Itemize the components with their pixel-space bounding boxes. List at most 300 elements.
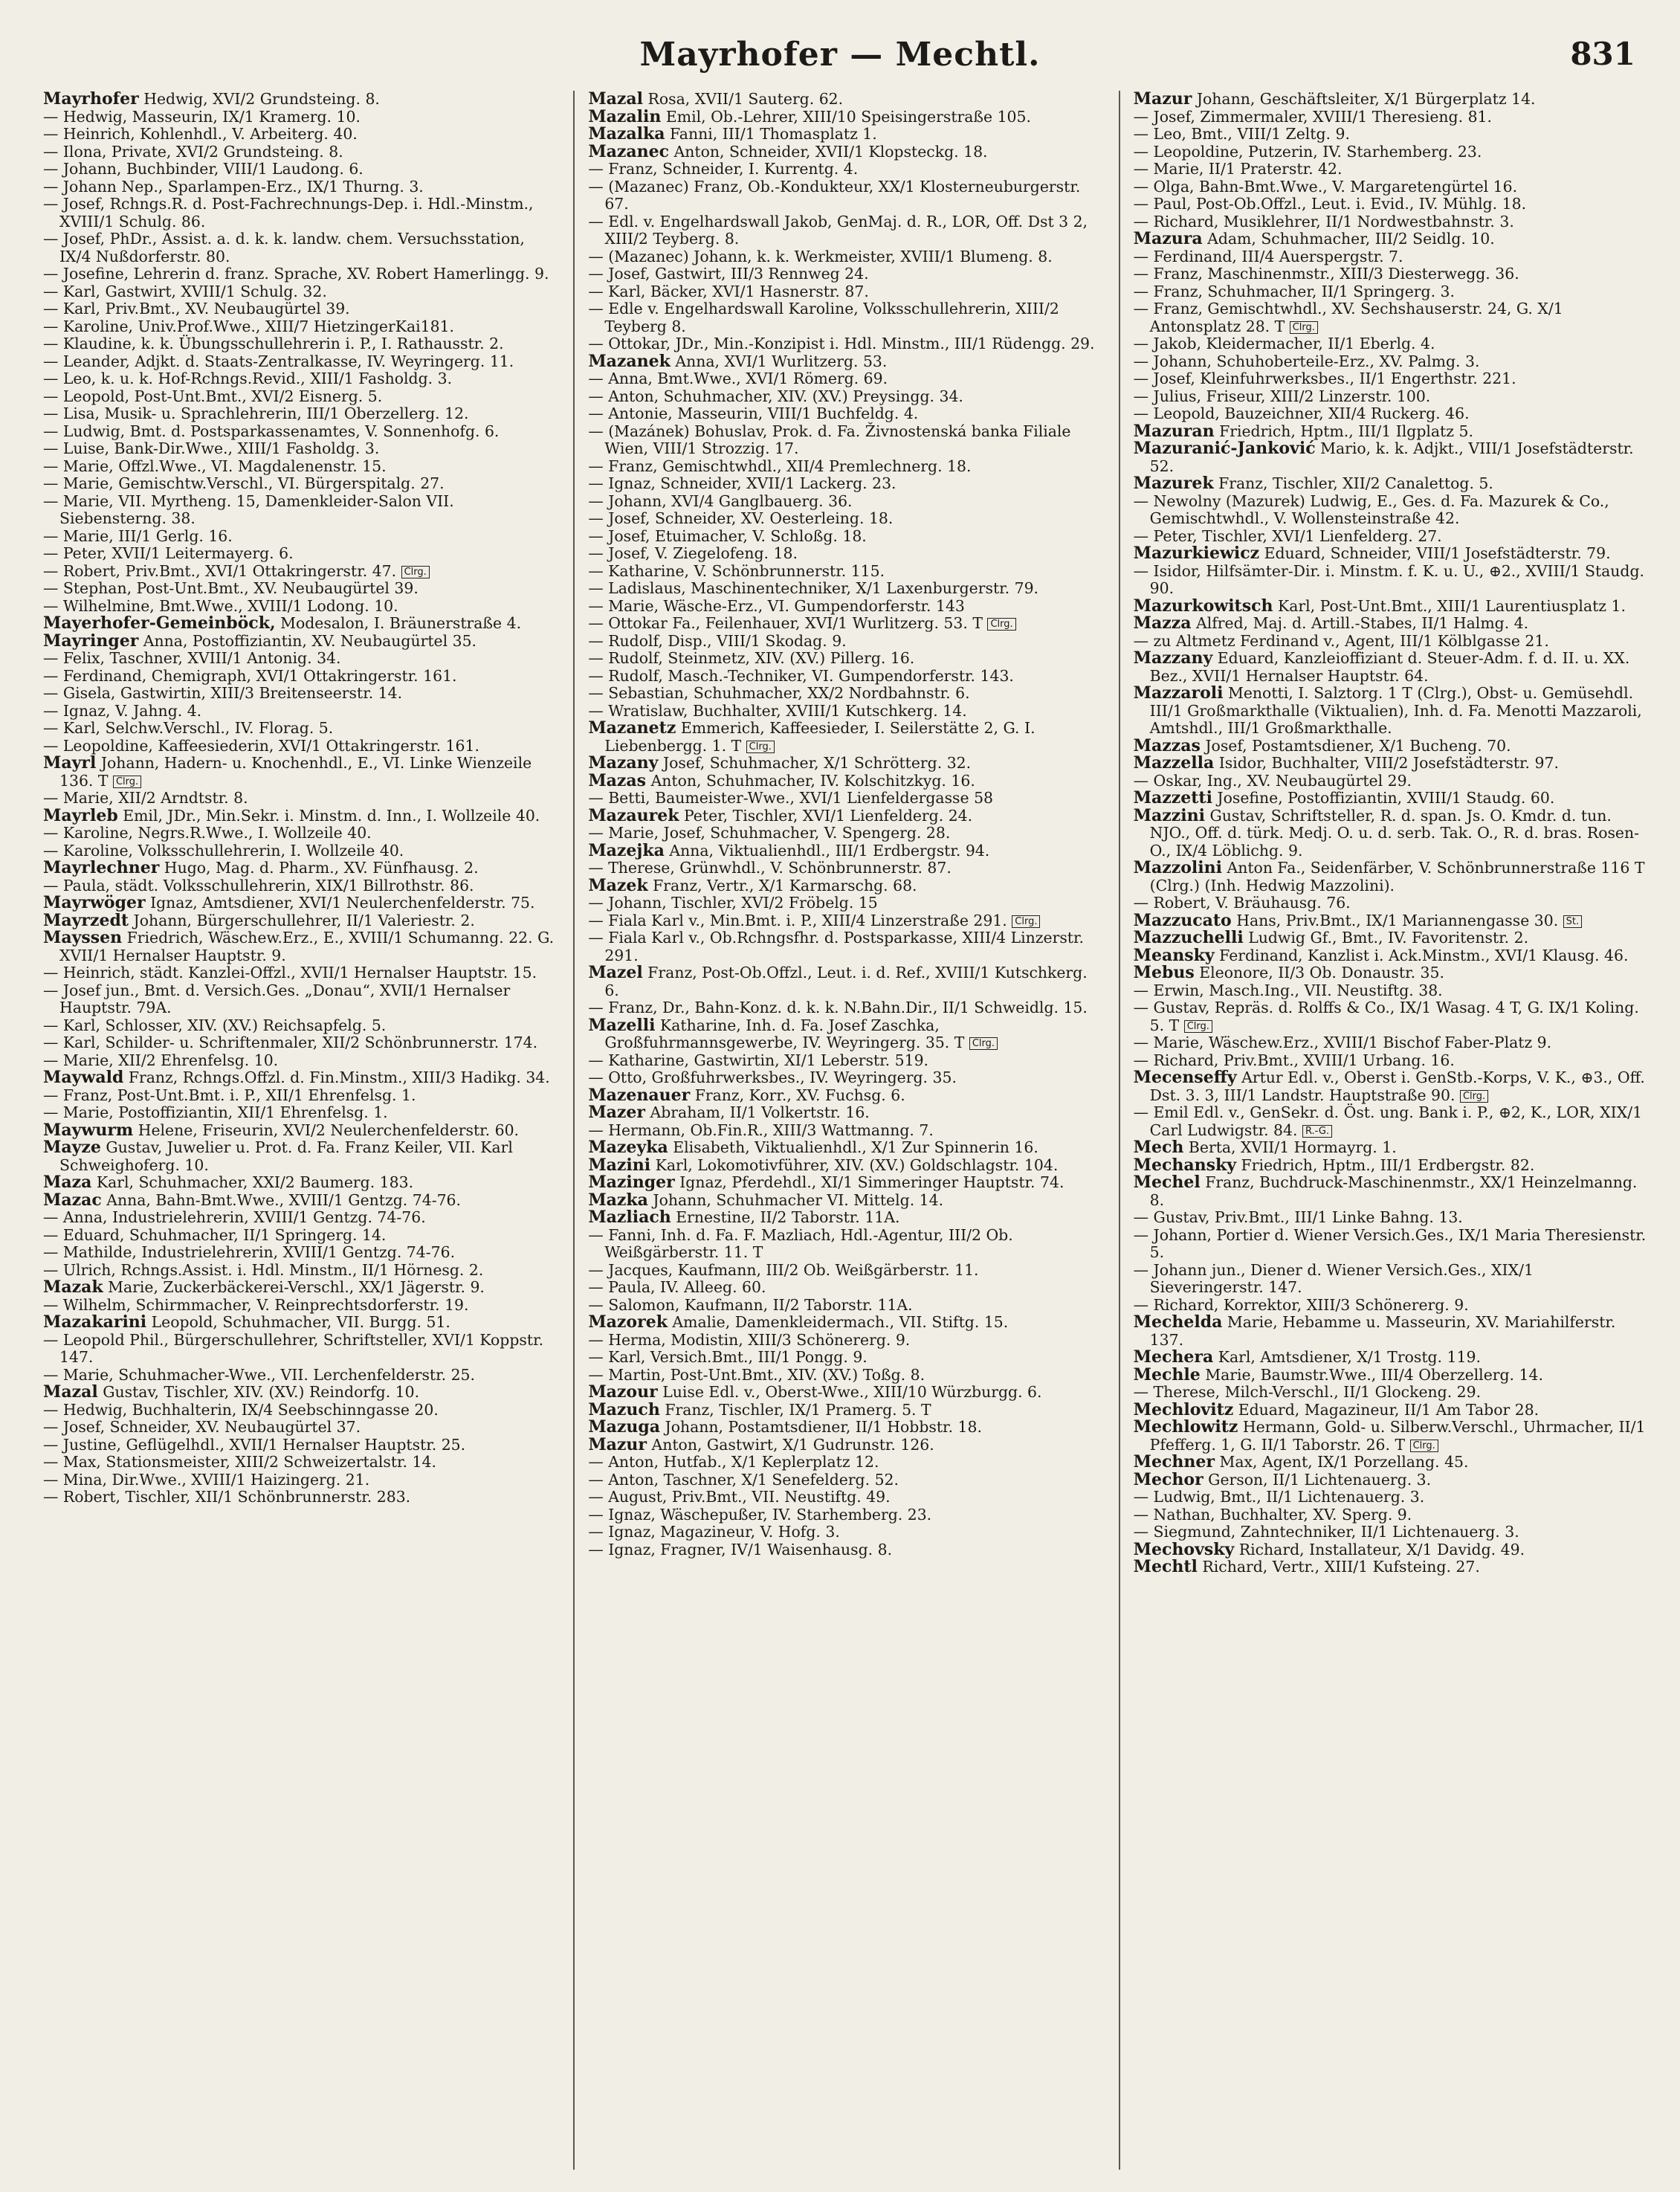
directory-entry — [588, 475, 1105, 493]
directory-entry — [588, 929, 1105, 964]
directory-entry — [588, 1349, 1105, 1367]
directory-entry — [43, 598, 560, 616]
directory-entry — [43, 790, 560, 808]
entry-details: — Ulrich, Rchngs.Assist. i. Hdl. Minstm., II/1 Hörnesg. 2. — [43, 1260, 484, 1279]
entry-surname: Mazinger — [588, 1173, 675, 1192]
entry-details: — Rudolf, Disp., VIII/1 Skodag. 9. — [588, 631, 847, 650]
directory-columns — [43, 91, 1650, 2170]
entry-surname: Mazac — [43, 1190, 102, 1210]
entry-details: — Josef, Gastwirt, III/3 Rennweg 24. — [588, 265, 869, 283]
directory-entry — [588, 1524, 1105, 1541]
entry-surname: Mazanec — [588, 141, 670, 161]
entry-surname: Mazany — [588, 753, 659, 773]
directory-entry — [43, 545, 560, 563]
directory-entry — [588, 213, 1105, 248]
directory-entry — [43, 196, 560, 231]
entry-details: Anton, Gastwirt, X/1 Gudrunstr. 126. — [651, 1435, 934, 1454]
directory-entry — [588, 668, 1105, 686]
entry-details: Franz, Tischler, IX/1 Pramerg. 5. T — [665, 1400, 931, 1419]
entry-details: — Felix, Taschner, XVIII/1 Antonig. 34. — [43, 649, 341, 667]
entry-details: Modesalon, I. Bräunerstraße 4. — [280, 614, 522, 632]
entry-surname: Mechovsky — [1133, 1539, 1235, 1559]
entry-details: — Ignaz, V. Jahng. 4. — [43, 701, 202, 720]
entry-details: Karl, Amtsdiener, X/1 Trostg. 119. — [1218, 1348, 1481, 1366]
directory-entry — [588, 1192, 1105, 1210]
directory-entry — [43, 1367, 560, 1384]
directory-entry — [43, 1139, 560, 1174]
entry-details: Josef, Postamtsdiener, X/1 Bucheng. 70. — [1205, 736, 1511, 755]
directory-entry — [588, 1471, 1105, 1489]
directory-entry — [588, 423, 1105, 458]
entry-surname: Mazour — [588, 1382, 658, 1402]
entry-surname: Mazzini — [1133, 805, 1205, 825]
directory-entry — [1134, 528, 1650, 546]
entry-details: — Marie, VII. Myrtheng. 15, Damenkleider-Salon VII. Siebensterng. 38. — [43, 491, 454, 527]
directory-entry — [588, 1399, 1105, 1419]
directory-entry — [43, 1104, 560, 1122]
entry-surname: Mayrzedt — [43, 910, 129, 930]
entry-surname: Mayze — [43, 1138, 101, 1157]
entry-surname: Mayringer — [43, 631, 139, 651]
entry-details: — Karl, Schlosser, XIV. (XV.) Reichsapfelg. 5. — [43, 1016, 387, 1034]
entry-details: — Karoline, Volksschullehrerin, I. Wollzeile 40. — [43, 841, 404, 860]
directory-entry — [588, 405, 1105, 423]
entry-details: Ludwig Gf., Bmt., IV. Favoritenstr. 2. — [1248, 929, 1529, 947]
directory-entry — [588, 161, 1105, 178]
entry-details: — Erwin, Masch.Ing., VII. Neustiftg. 38. — [1133, 981, 1443, 999]
directory-entry — [1134, 178, 1650, 196]
directory-entry — [1134, 1524, 1650, 1541]
entry-details: Emil, JDr., Min.Sekr. i. Minstm. d. Inn., I. Wollzeile 40. — [123, 806, 540, 825]
entry-details: — Klaudine, k. k. Übungsschullehrerin i. P., I. Rathausstr. 2. — [43, 335, 504, 352]
entry-details: — Antonie, Masseurin, VIII/1 Buchfeldg. 4. — [588, 404, 919, 422]
entry-surname: Mechlowitz — [1133, 1417, 1238, 1437]
entry-surname: Mechner — [1133, 1452, 1215, 1471]
directory-entry — [43, 1052, 560, 1070]
directory-entry — [43, 440, 560, 458]
entry-details: — Karoline, Negrs.R.Wwe., I. Wollzeile 40. — [43, 824, 372, 842]
directory-entry — [1134, 1506, 1650, 1524]
directory-entry — [588, 1139, 1105, 1157]
entry-details: Johann, Bürgerschullehrer, II/1 Valeriestr. 2. — [133, 911, 475, 929]
directory-entry — [1134, 912, 1650, 930]
entry-details: Anna, Viktualienhdl., III/1 Erdbergstr. 94. — [669, 841, 990, 860]
directory-entry — [1134, 91, 1650, 109]
directory-entry — [588, 964, 1105, 999]
entry-surname: Mazura — [1133, 229, 1203, 248]
entry-details: — Richard, Priv.Bmt., XVIII/1 Urbang. 16. — [1133, 1051, 1455, 1069]
entry-details: Alfred, Maj. d. Artill.-Stabes, II/1 Halmg. 4. — [1196, 614, 1529, 632]
directory-entry — [588, 1122, 1105, 1140]
entry-details: Helene, Friseurin, XVI/2 Neulerchenfelderstr. 60. — [138, 1121, 520, 1139]
entry-details: — Richard, Musiklehrer, II/1 Nordwestbahnstr. 3. — [1133, 212, 1514, 231]
entry-details: Mario, k. k. Adjkt., VIII/1 Josefstädterstr. 52. — [1149, 439, 1634, 475]
directory-entry — [1134, 1349, 1650, 1367]
entry-details: Gustav, Schriftsteller, R. d. span. Js. O. Kmdr. d. tun. NJO., Off. d. türk. Medj. O. u. d. serb. Tak. O., R. d. bras. Rosen-O., IX/4 Löblichg. 9. — [1149, 806, 1640, 860]
entry-details: — Karl, Selchw.Verschl., IV. Florag. 5. — [43, 719, 334, 737]
entry-details: — Josef, PhDr., Assist. a. d. k. k. landw. chem. Versuchsstation, IX/4 Nußdorferstr. 80. — [43, 230, 525, 265]
entry-details: — Newolny (Mazurek) Ludwig, E., Ges. d. Fa. Mazurek & Co., Gemischtwhdl., V. Wollensteinstraße 42. — [1133, 491, 1609, 527]
entry-surname: Mechle — [1133, 1364, 1201, 1384]
entry-surname: Mayssen — [43, 928, 123, 947]
entry-details: Eduard, Magazineur, II/1 Am Tabor 28. — [1238, 1400, 1540, 1419]
directory-entry — [43, 633, 560, 651]
directory-entry — [1134, 144, 1650, 161]
directory-entry — [588, 685, 1105, 703]
directory-entry — [43, 405, 560, 423]
entry-details: — Johann, Schuhoberteile-Erz., XV. Palmg. 3. — [1133, 352, 1480, 370]
entry-surname: Mazza — [1133, 613, 1192, 633]
directory-entry — [588, 1384, 1105, 1402]
entry-details: Gerson, II/1 Lichtenauerg. 3. — [1208, 1470, 1432, 1489]
entry-surname: Mazalin — [588, 106, 662, 126]
directory-entry — [588, 825, 1105, 842]
column-1 — [43, 91, 560, 2170]
entry-surname: Maza — [43, 1173, 92, 1192]
entry-details: Leopold, Schuhmacher, VII. Burgg. 51. — [151, 1313, 450, 1331]
directory-entry — [588, 633, 1105, 651]
directory-entry — [1133, 735, 1650, 755]
entry-details: Hans, Priv.Bmt., IX/1 Mariannengasse 30. — [1236, 911, 1559, 929]
directory-entry — [588, 1419, 1105, 1437]
directory-entry — [588, 615, 1105, 633]
directory-entry — [43, 423, 560, 441]
directory-entry — [588, 141, 1105, 161]
entry-details: Ernestine, II/2 Taborstr. 11A. — [676, 1208, 900, 1226]
directory-entry — [588, 1454, 1105, 1471]
directory-entry — [1134, 248, 1650, 266]
entry-details: — Marie, Josef, Schuhmacher, V. Spengerg. 28. — [588, 824, 951, 842]
entry-surname: Mazzaroli — [1133, 683, 1224, 703]
directory-entry — [1134, 1227, 1650, 1262]
directory-entry — [1134, 1104, 1650, 1139]
entry-details: Amalie, Damenkleidermach., VII. Stiftg. 15. — [672, 1313, 1009, 1331]
entry-details: — Josefine, Lehrerin d. franz. Sprache, XV. Robert Hamerlingg. 9. — [43, 265, 549, 283]
directory-entry — [43, 388, 560, 406]
directory-entry — [1134, 1209, 1650, 1227]
entry-details: — Eduard, Schuhmacher, II/1 Springerg. 14. — [43, 1225, 387, 1244]
entry-details: — Leander, Adjkt. d. Staats-Zentralkasse, IV. Weyringerg. 11. — [43, 352, 514, 370]
entry-details: — Ilona, Private, XVI/2 Grundsteing. 8. — [43, 142, 343, 161]
directory-entry — [588, 1332, 1105, 1350]
entry-details: — Karl, Schilder- u. Schriftenmaler, XII/2 Schönbrunnerstr. 174. — [43, 1034, 538, 1051]
entry-details: Anna, Postoffiziantin, XV. Neubaugürtel 35. — [143, 631, 477, 650]
entry-details: — Stephan, Post-Unt.Bmt., XV. Neubaugürtel 39. — [43, 579, 419, 597]
entry-surname: Mazini — [588, 1155, 651, 1175]
directory-entry — [43, 1069, 560, 1087]
entry-details: Anna, XVI/1 Wurlitzerg. 53. — [675, 352, 888, 370]
directory-entry — [588, 248, 1105, 266]
entry-details: Marie, Zuckerbäckerei-Verschl., XX/1 Jägerstr. 9. — [108, 1278, 485, 1296]
directory-entry — [43, 877, 560, 895]
directory-entry — [1134, 982, 1650, 1000]
entry-details: — Katharine, V. Schönbrunnerstr. 115. — [588, 561, 885, 580]
entry-details: — Johann, XVI/4 Ganglbauerg. 36. — [588, 491, 853, 510]
entry-surname: Mechansky — [1133, 1155, 1237, 1175]
entry-details: — Marie, Wäschew.Erz., XVIII/1 Bischof Faber-Platz 9. — [1133, 1034, 1552, 1051]
entry-details: — Franz, Schuhmacher, II/1 Springerg. 3. — [1133, 282, 1455, 300]
directory-entry — [43, 1087, 560, 1105]
entry-details: — Mathilde, Industrielehrerin, XVIII/1 Gentzg. 74-76. — [43, 1243, 456, 1261]
entry-details: — Ladislaus, Maschinentechniker, X/1 Laxenburgerstr. 79. — [588, 579, 1039, 597]
directory-entry — [43, 318, 560, 336]
entry-surname: Mazeyka — [588, 1138, 668, 1157]
entry-surname: Mazejka — [588, 840, 665, 860]
directory-entry — [1134, 1157, 1650, 1175]
entry-details: Eduard, Schneider, VIII/1 Josefstädterstr. 79. — [1264, 544, 1611, 562]
entry-details: — Karoline, Univ.Prof.Wwe., XIII/7 HietzingerKai181. — [43, 317, 455, 335]
entry-details: — Hedwig, Buchhalterin, IX/4 Seebschinngasse 20. — [43, 1400, 439, 1419]
entry-details: — Marie, Wäsche-Erz., VI. Gumpendorferstr. 143 — [588, 596, 965, 615]
entry-details: — Franz, Schneider, I. Kurrentg. 4. — [588, 160, 859, 178]
directory-entry — [43, 1227, 560, 1245]
entry-details: — Edle v. Engelhardswall Karoline, Volksschullehrerin, XIII/2 Teyberg 8. — [588, 300, 1059, 335]
directory-entry — [588, 1174, 1105, 1192]
entry-details: — Max, Stationsmeister, XIII/2 Schweizertalstr. 14. — [43, 1453, 436, 1471]
entry-details: — Franz, Dr., Bahn-Konz. d. k. k. N.Bahn.Dir., II/1 Schweidlg. 15. — [588, 999, 1088, 1016]
entry-badge: Clrg. — [1184, 1020, 1212, 1033]
directory-entry — [43, 231, 560, 265]
entry-details: — Josef, Schneider, XV. Oesterleing. 18. — [588, 509, 894, 527]
entry-surname: Mecenseffy — [1133, 1068, 1237, 1087]
directory-entry — [1134, 300, 1650, 335]
directory-entry — [1134, 1384, 1650, 1402]
entry-surname: Mazzany — [1133, 648, 1213, 668]
entry-surname: Mazenauer — [588, 1085, 691, 1105]
directory-entry — [1134, 196, 1650, 213]
directory-entry — [1134, 1489, 1650, 1506]
directory-entry — [588, 877, 1105, 895]
entry-surname: Mazzas — [1133, 735, 1201, 755]
entry-details: — Sebastian, Schuhmacher, XX/2 Nordbahnstr. 6. — [588, 684, 970, 702]
entry-details: — Jakob, Kleidermacher, II/1 Eberlg. 4. — [1133, 335, 1435, 352]
entry-badge: Clrg. — [1460, 1090, 1488, 1103]
directory-entry — [43, 1332, 560, 1367]
directory-entry — [1134, 964, 1650, 982]
entry-surname: Mazur — [588, 1434, 647, 1454]
directory-entry — [588, 126, 1105, 144]
entry-details: — Johann, Tischler, XVI/2 Fröbelg. 15 — [588, 894, 878, 912]
entry-details: — Johann jun., Diener d. Wiener Versich.Ges., XIX/1 Sieveringerstr. 147. — [1133, 1260, 1534, 1296]
entry-details: Johann, Postamtsdiener, II/1 Hobbstr. 18. — [665, 1418, 982, 1436]
directory-entry — [588, 720, 1105, 755]
directory-entry — [1134, 999, 1650, 1034]
entry-details: Johann, Hadern- u. Knochenhdl., E., VI. Linke Wienzeile 136. T — [59, 754, 532, 790]
entry-details: — Luise, Bank-Dir.Wwe., XIII/1 Fasholdg. 3. — [43, 439, 380, 457]
entry-details: — Josef, Kleinfuhrwerksbes., II/1 Engerthstr. 221. — [1133, 370, 1516, 387]
entry-details: — Karl, Versich.Bmt., III/1 Pongg. 9. — [588, 1348, 868, 1366]
directory-entry — [43, 1279, 560, 1297]
entry-details: — Paula, städt. Volksschullehrerin, XIX/1 Billrothstr. 86. — [43, 876, 474, 894]
entry-details: Franz, Buchdruck-Maschinenmstr., XX/1 Heinzelmanng. 8. — [1149, 1173, 1638, 1209]
directory-entry — [43, 335, 560, 353]
entry-details: — Ottokar Fa., Feilenhauer, XVI/1 Wurlitzerg. 53. T — [588, 614, 983, 632]
directory-entry — [588, 1434, 1105, 1454]
entry-details: Rosa, XVII/1 Sauterg. 62. — [647, 91, 844, 108]
entry-details: Friedrich, Hptm., III/1 Erdbergstr. 82. — [1241, 1155, 1535, 1174]
entry-details: — Marie, XII/2 Ehrenfelsg. 10. — [43, 1051, 279, 1069]
entry-details: Karl, Lokomotivführer, XIV. (XV.) Goldschlagstr. 104. — [655, 1155, 1059, 1174]
entry-details: — Betti, Baumeister-Wwe., XVI/1 Lienfeldergasse 58 — [588, 789, 994, 807]
directory-entry — [588, 1069, 1105, 1087]
entry-details: — Marie, Schuhmacher-Wwe., VII. Lerchenfelderstr. 25. — [43, 1365, 476, 1384]
directory-entry — [1134, 1541, 1650, 1559]
entry-details: — Wratislaw, Buchhalter, XVIII/1 Kutschkerg. 14. — [588, 701, 967, 720]
entry-details: Josefine, Postoffiziantin, XVIII/1 Staudg. 60. — [1217, 789, 1555, 807]
directory-entry — [1134, 650, 1650, 685]
directory-entry — [1133, 805, 1650, 860]
entry-details: — Peter, XVII/1 Leitermayerg. 6. — [43, 544, 294, 562]
directory-entry — [1134, 493, 1650, 528]
entry-details: — Therese, Milch-Verschl., II/1 Glockeng. 29. — [1133, 1383, 1482, 1401]
directory-entry — [1134, 265, 1650, 283]
directory-entry — [1134, 1034, 1650, 1052]
directory-entry — [43, 1489, 560, 1506]
entry-surname: Mazuga — [588, 1417, 661, 1437]
entry-details: — Edl. v. Engelhardswall Jakob, GenMaj. d. R., LOR, Off. Dst 3 2, XIII/2 Teyberg. 8. — [588, 212, 1088, 248]
directory-entry — [588, 370, 1105, 388]
directory-entry — [588, 265, 1105, 283]
entry-details: — Justine, Geflügelhdl., XVII/1 Hernalser Hauptstr. 25. — [43, 1435, 466, 1454]
entry-surname: Mazurkowitsch — [1133, 596, 1273, 616]
entry-details: Franz, Post-Ob.Offzl., Leut. i. d. Ref., XVIII/1 Kutschkerg. 6. — [604, 964, 1088, 999]
directory-entry — [588, 283, 1105, 301]
entry-badge: Clrg. — [1012, 915, 1040, 928]
directory-entry — [588, 528, 1105, 546]
entry-surname: Mechor — [1133, 1469, 1204, 1489]
entry-details: — Anna, Bmt.Wwe., XVI/1 Römerg. 69. — [588, 370, 888, 387]
entry-details: — Siegmund, Zahntechniker, II/1 Lichtenauerg. 3. — [1133, 1523, 1519, 1541]
directory-entry — [588, 300, 1105, 335]
entry-details: — Marie, Gemischtw.Verschl., VI. Bürgerspitalg. 27. — [43, 474, 445, 492]
directory-entry — [1134, 126, 1650, 144]
directory-entry — [1134, 1419, 1650, 1454]
directory-entry — [43, 842, 560, 860]
directory-entry — [588, 755, 1105, 773]
directory-entry — [43, 668, 560, 686]
running-head: Mayrhofer — Mechtl. — [639, 36, 1041, 74]
entry-surname: Mazzolini — [1133, 858, 1222, 877]
directory-entry — [43, 475, 560, 493]
directory-entry — [588, 1104, 1105, 1122]
directory-entry — [588, 388, 1105, 406]
entry-details: — Josef, Rchngs.R. d. Post-Fachrechnungs-Dep. i. Hdl.-Minstm., XVIII/1 Schulg. 86. — [43, 195, 534, 231]
entry-details: Johann, Schuhmacher VI. Mittelg. 14. — [653, 1190, 944, 1209]
directory-entry — [1134, 423, 1650, 441]
directory-entry — [43, 580, 560, 598]
entry-details: Ferdinand, Kanzlist i. Ack.Minstm., XVI/1 Klausg. 46. — [1219, 946, 1629, 964]
directory-entry — [588, 580, 1105, 598]
directory-entry — [1134, 947, 1650, 965]
directory-entry — [1134, 860, 1650, 894]
entry-details: — Jacques, Kaufmann, III/2 Ob. Weißgärberstr. 11. — [588, 1260, 979, 1279]
entry-details: — Ottokar, JDr., Min.-Konzipist i. Hdl. Minstm., III/1 Rüdengg. 29. — [588, 335, 1095, 352]
entry-details: — Leo, Bmt., VIII/1 Zeltg. 9. — [1133, 125, 1350, 143]
entry-surname: Mazal — [588, 91, 644, 109]
entry-badge: R.-G. — [1302, 1125, 1332, 1138]
entry-details: Artur Edl. v., Oberst i. GenStb.-Korps, V. K., ⊕3., Off. Dst. 3. 3, III/1 Landstr. Hauptstraße 90. — [1149, 1068, 1645, 1104]
directory-entry — [43, 615, 560, 633]
directory-entry — [43, 1471, 560, 1489]
entry-details: — Anton, Hutfab., X/1 Keplerplatz 12. — [588, 1453, 879, 1471]
entry-details: — Paula, IV. Alleeg. 60. — [588, 1278, 766, 1296]
directory-entry — [43, 703, 560, 721]
entry-details: Franz, Tischler, XII/2 Canalettog. 5. — [1218, 474, 1493, 492]
entry-details: Gustav, Tischler, XIV. (XV.) Reindorfg. 10. — [103, 1383, 420, 1401]
directory-entry — [588, 1227, 1105, 1262]
entry-surname: Mazakarini — [43, 1312, 147, 1332]
entry-surname: Meansky — [1133, 945, 1215, 965]
entry-details: — Julius, Friseur, XIII/2 Linzerstr. 100. — [1133, 387, 1431, 405]
entry-details: — Josef, Etuimacher, V. Schloßg. 18. — [588, 526, 867, 545]
entry-details: — Lisa, Musik- u. Sprachlehrerin, III/1 Oberzellerg. 12. — [43, 404, 469, 422]
entry-details: — Leopoldine, Putzerin, IV. Starhemberg. 23. — [1133, 142, 1482, 161]
entry-details: — Robert, Priv.Bmt., XVI/1 Ottakringerstr. 47. — [43, 561, 397, 580]
entry-details: — Emil Edl. v., GenSekr. d. Öst. ung. Bank i. P., ⊕2, K., LOR, XIX/1 Carl Ludwigstr. 84. — [1133, 1103, 1643, 1139]
column-3 — [1119, 91, 1650, 2170]
entry-details: — Marie, II/1 Praterstr. 42. — [1133, 160, 1343, 178]
entry-details: Eduard, Kanzleioffiziant d. Steuer-Adm. f. d. II. u. XX. Bez., XVII/1 Hernalser Hauptstr. 64. — [1149, 649, 1630, 685]
entry-surname: Mazel — [588, 963, 643, 982]
directory-entry — [588, 545, 1105, 563]
directory-entry — [43, 300, 560, 318]
entry-details: — Josef, V. Ziegelofeng. 18. — [588, 544, 798, 562]
entry-badge: Clrg. — [401, 566, 430, 578]
directory-entry — [43, 1314, 560, 1332]
directory-entry — [43, 91, 560, 109]
entry-surname: Mazanek — [588, 351, 671, 371]
directory-entry — [1134, 1139, 1650, 1157]
directory-entry — [1134, 755, 1650, 773]
entry-details: — Ferdinand, III/4 Auerspergstr. 7. — [1133, 247, 1403, 265]
directory-entry — [43, 109, 560, 126]
entry-details: — Leopoldine, Kaffeesiederin, XVI/1 Ottakringerstr. 161. — [43, 736, 479, 755]
entry-details: — Paul, Post-Ob.Offzl., Leut. i. Evid., IV. Mühlg. 18. — [1133, 195, 1527, 213]
directory-entry — [43, 1454, 560, 1471]
entry-details: — Karl, Gastwirt, XVIII/1 Schulg. 32. — [43, 282, 327, 300]
directory-entry — [43, 144, 560, 161]
directory-entry — [588, 1541, 1105, 1559]
directory-entry — [1134, 475, 1650, 493]
entry-surname: Mazak — [43, 1277, 103, 1297]
entry-details: — Heinrich, Kohlenhdl., V. Arbeiterg. 40. — [43, 125, 358, 143]
entry-surname: Maywald — [43, 1068, 124, 1087]
entry-details: Richard, Installateur, X/1 Davidg. 49. — [1238, 1540, 1525, 1558]
entry-surname: Mazas — [588, 770, 647, 790]
entry-details: Josef, Schuhmacher, X/1 Schrötterg. 32. — [662, 754, 972, 772]
directory-entry — [588, 1052, 1105, 1070]
entry-details: Marie, Baumstr.Wwe., III/4 Oberzellerg. 14. — [1205, 1365, 1543, 1384]
directory-entry — [1134, 773, 1650, 790]
entry-details: — Leopold, Post-Unt.Bmt., XVI/2 Eisnerg. 5. — [43, 387, 383, 405]
entry-details: — Ignaz, Wäschepußer, IV. Starhemberg. 23. — [588, 1505, 932, 1524]
entry-details: — Ludwig, Bmt. d. Postsparkassenamtes, V. Sonnenhofg. 6. — [43, 422, 500, 440]
directory-entry — [588, 493, 1105, 511]
directory-entry — [43, 860, 560, 877]
directory-entry — [1134, 598, 1650, 616]
directory-entry — [588, 1367, 1105, 1384]
entry-surname: Mazzuchelli — [1133, 928, 1244, 947]
entry-details: — Mina, Dir.Wwe., XVIII/1 Haizingerg. 21. — [43, 1470, 370, 1489]
entry-details: — Johann, Portier d. Wiener Versich.Ges., IX/1 Maria Theresienstr. 5. — [1133, 1225, 1647, 1261]
directory-entry — [588, 563, 1105, 581]
entry-details: — Leopold Phil., Bürgerschullehrer, Schriftsteller, XVI/1 Koppstr. 147. — [43, 1330, 544, 1366]
entry-surname: Mayrleb — [43, 805, 118, 825]
entry-surname: Mazorek — [588, 1312, 668, 1332]
entry-details: — Rudolf, Steinmetz, XIV. (XV.) Pillerg. 16. — [588, 649, 915, 667]
entry-details: — Josef, Zimmermaler, XVIII/1 Theresieng. 81. — [1133, 107, 1492, 126]
entry-badge: Clrg. — [969, 1037, 998, 1050]
